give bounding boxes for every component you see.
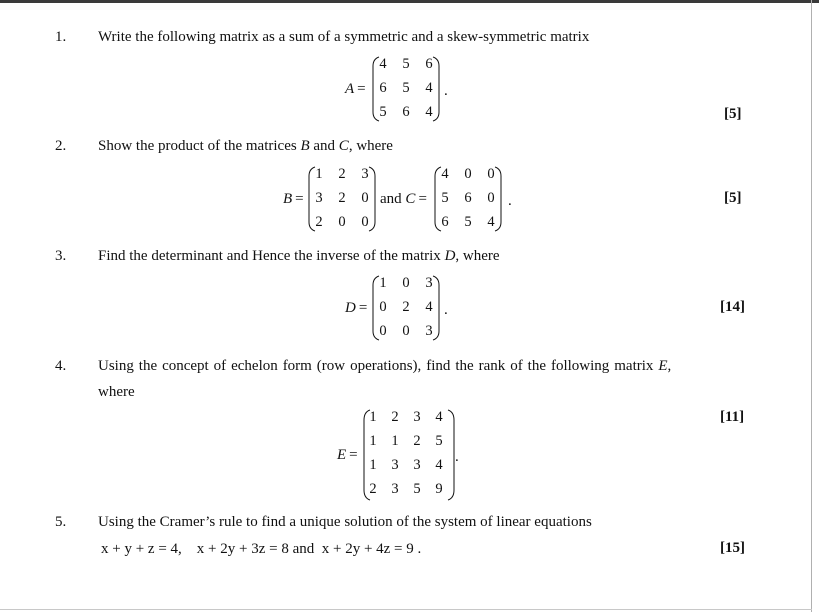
matrix-b-cell: 2 (338, 190, 346, 206)
matrix-e-cell: 4 (435, 409, 443, 425)
matrix-a-cell: 5 (379, 104, 387, 120)
matrix-d-cell: 0 (402, 275, 410, 291)
right-border (811, 0, 812, 612)
matrix-a-cell: 4 (425, 80, 433, 96)
question-5-text: Using the Cramer’s rule to find a unique solution of the system of linear equations (98, 514, 592, 530)
matrix-d-cell: 2 (402, 299, 410, 315)
matrix-a-cell: 5 (402, 56, 410, 72)
matrix-c-cell: 0 (487, 190, 495, 206)
matrix-d-cell: 3 (425, 323, 433, 339)
matrix-b (306, 164, 381, 234)
matrix-b-label: B = (283, 191, 304, 207)
matrix-d-cell: 0 (402, 323, 410, 339)
question-1-marks: [5] (724, 106, 742, 122)
matrix-a-cell: 6 (379, 80, 387, 96)
matrix-e-cell: 3 (413, 457, 421, 473)
matrix-c-cell: 6 (441, 214, 449, 230)
matrix-e-cell: 5 (435, 433, 443, 449)
matrix-c-cell: 0 (464, 166, 472, 182)
question-2-number: 2. (55, 138, 67, 154)
question-5-number: 5. (55, 514, 67, 530)
matrix-e-cell: 1 (369, 457, 377, 473)
matrix-b-cell: 0 (361, 214, 369, 230)
matrix-e-cell: 3 (391, 481, 399, 497)
matrix-e-cell: 2 (391, 409, 399, 425)
matrix-b-cell: 2 (338, 166, 346, 182)
matrix-e-cell: 1 (369, 433, 377, 449)
matrix-d-cell: 0 (379, 323, 387, 339)
matrix-e-cell: 5 (413, 481, 421, 497)
matrix-b-cell: 1 (315, 166, 323, 182)
matrix-a-cell: 5 (402, 80, 410, 96)
question-5-equations: x + y + z = 4, x + 2y + 3z = 8 and x + 2y + 4z = 9 . (101, 541, 422, 557)
matrix-e-label: E = (337, 447, 358, 463)
question-4-text-line1: Using the concept of echelon form (row operations), find the rank of the following matrix E, (98, 358, 672, 374)
matrix-d-cell: 0 (379, 299, 387, 315)
matrix-a-cell: 6 (402, 104, 410, 120)
matrix-c-period: . (508, 193, 512, 209)
matrix-b-cell: 0 (338, 214, 346, 230)
matrix-b-cell: 2 (315, 214, 323, 230)
matrix-c-cell: 5 (464, 214, 472, 230)
matrix-b-cell: 0 (361, 190, 369, 206)
question-1-text: Write the following matrix as a sum of a symmetric and a skew-symmetric matrix (98, 29, 590, 45)
matrix-b-cell: 3 (361, 166, 369, 182)
matrix-c-cell: 5 (441, 190, 449, 206)
matrix-c-cell: 4 (487, 214, 495, 230)
matrix-e-cell: 9 (435, 481, 443, 497)
question-1-matrix-label: A = (345, 81, 366, 97)
bottom-border (0, 609, 812, 610)
matrix-a-cell: 4 (425, 104, 433, 120)
matrix-e-cell: 2 (413, 433, 421, 449)
matrix-e-cell: 4 (435, 457, 443, 473)
matrix-b-cell: 3 (315, 190, 323, 206)
matrix-e-cell: 1 (369, 409, 377, 425)
matrix-d-cell: 4 (425, 299, 433, 315)
matrix-c-cell: 0 (487, 166, 495, 182)
matrix-e-period: . (455, 449, 459, 465)
matrix-d-label: D = (345, 300, 368, 316)
matrix-c-cell: 4 (441, 166, 449, 182)
question-3-text: Find the determinant and Hence the inverse of the matrix D, where (98, 248, 500, 264)
question-1-number: 1. (55, 29, 67, 45)
matrix-e-cell: 3 (413, 409, 421, 425)
matrix-d-cell: 3 (425, 275, 433, 291)
question-5-marks: [15] (720, 540, 745, 556)
question-4-text-line2: where (98, 384, 135, 400)
question-4-marks: [11] (720, 409, 745, 425)
matrix-e-cell: 3 (391, 457, 399, 473)
matrix-c-label: and C = (380, 191, 427, 207)
matrix-a (370, 54, 445, 124)
matrix-a-period: . (444, 83, 448, 99)
matrix-d (370, 273, 445, 343)
matrix-a-cell: 4 (379, 56, 387, 72)
question-4-number: 4. (55, 358, 67, 374)
question-2-text: Show the product of the matrices B and C, where (98, 138, 393, 154)
matrix-a-cell: 6 (425, 56, 433, 72)
question-2-marks: [5] (724, 190, 742, 206)
question-3-marks: [14] (720, 299, 745, 315)
matrix-d-cell: 1 (379, 275, 387, 291)
matrix-e (361, 407, 461, 503)
matrix-c-cell: 6 (464, 190, 472, 206)
matrix-e-cell: 1 (391, 433, 399, 449)
question-3-number: 3. (55, 248, 67, 264)
matrix-e-cell: 2 (369, 481, 377, 497)
matrix-d-period: . (444, 302, 448, 318)
matrix-c (432, 164, 507, 234)
top-border (0, 0, 819, 3)
